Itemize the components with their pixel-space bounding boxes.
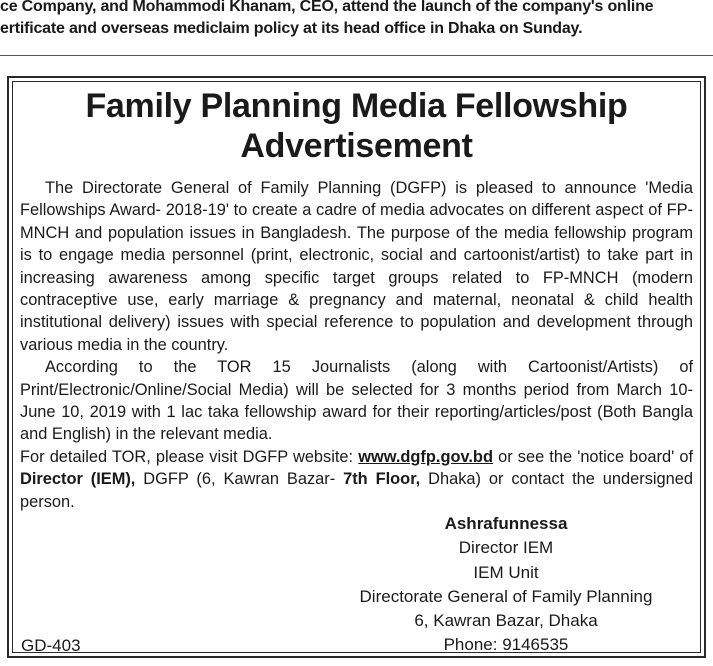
website-link[interactable]: www.dgfp.gov.bd	[358, 447, 493, 466]
caption-line-1: ce Company, and Mohammodi Khanam, CEO, attend the launch of the company's online	[0, 0, 654, 15]
signatory-designation: Director IEM	[458, 538, 554, 558]
signatory-organization: Directorate General of Family Planning	[359, 586, 653, 606]
signatory-address: 6, Kawran Bazar, Dhaka	[414, 611, 598, 631]
advertisement-title	[0, 86, 713, 166]
title-line-1: Family Planning Media Fellowship	[85, 87, 628, 125]
advertisement-code: GD-403	[21, 636, 81, 655]
paragraph-contact	[20, 446, 693, 513]
paragraph-announcement: The Directorate General of Family Planning (DGFP) is pleased to announce 'Media Fellowships Award- 2018-19' to create a cadre of media advocates on different aspect of FP-MNCH and population issues in Bangladesh. The purpose of the media fellowship program is to engage media personnel (print, electronic, social and cartoonist/artist) to take part in increasing awareness among specific target groups related to FP-MNCH (modern contraceptive use, early marriage & pregnancy and maternal, neonatal & child health institutional delivery) issues with special reference to population and development through various media in the country.	[20, 179, 693, 354]
signatory-unit: IEM Unit	[473, 562, 539, 582]
contact-bold-director: Director (IEM),	[20, 470, 136, 489]
title-line-2: Advertisement	[240, 127, 473, 165]
signatory-phone: Phone: 9146535	[443, 635, 569, 655]
caption-line-2: ertificate and overseas mediclaim policy at its head office in Dhaka on Sunday.	[0, 20, 583, 37]
paragraph-selection: According to the TOR 15 Journalists (along with Cartoonist/Artists) of Print/Electronic/Online/Social Media) will be selected for 3 months period from March 10-June 10, 2019 with 1 lac taka fellowship award for their reporting/articles/post (Both Bangla and English) in the relevant media.	[20, 358, 693, 444]
signature-block	[330, 512, 682, 658]
signatory-name: Ashrafunnessa	[444, 514, 568, 533]
advertisement-body	[20, 177, 693, 513]
news-photo-caption	[0, 0, 713, 40]
contact-text-c: DGFP (6, Kawran Bazar-	[135, 470, 344, 489]
caption-divider	[0, 55, 713, 56]
contact-bold-floor: 7th Floor,	[343, 470, 421, 489]
contact-text-a: For detailed TOR, please visit DGFP website:	[20, 447, 359, 466]
contact-text-b: or see the 'notice board' of	[492, 447, 693, 466]
contact-text-d: Dhaka) or contact the undersigned person.	[20, 470, 693, 511]
